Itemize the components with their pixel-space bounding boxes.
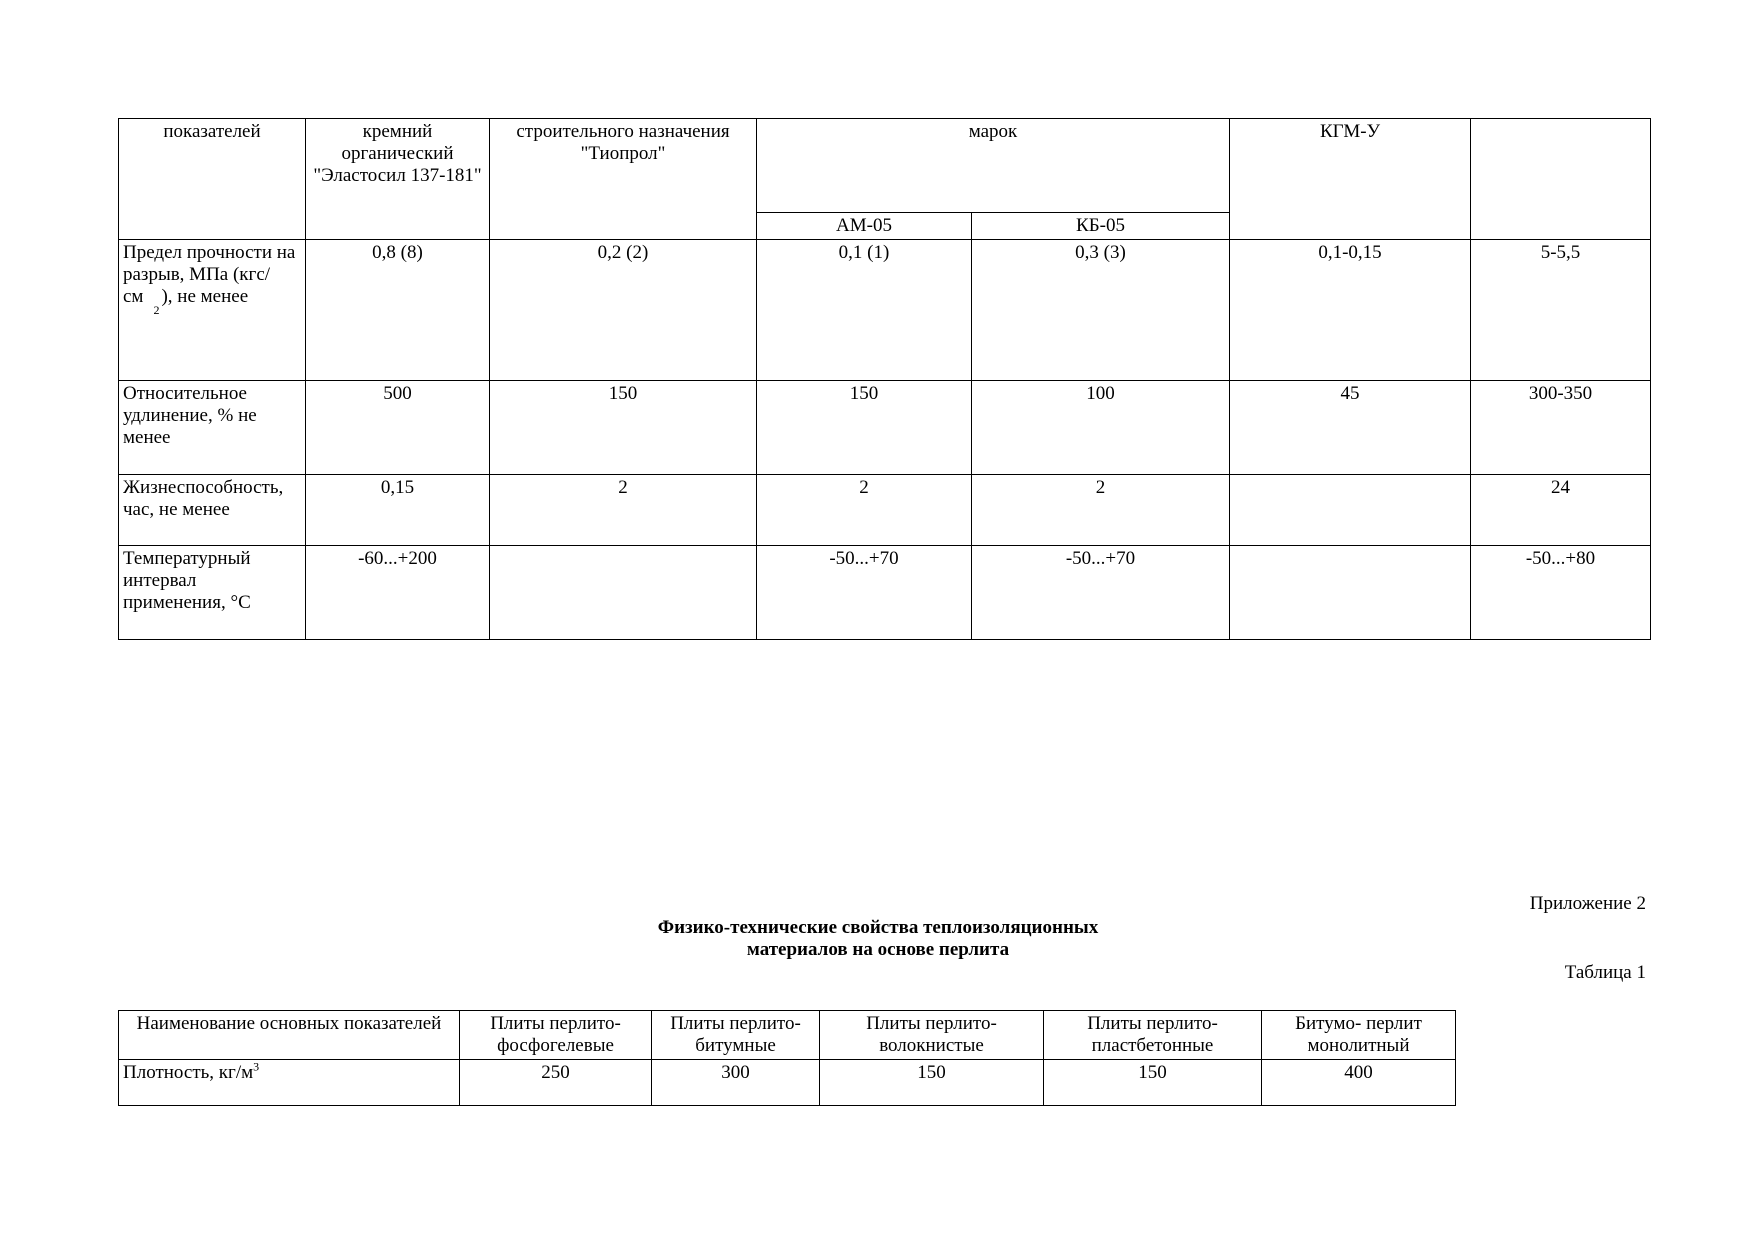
header-plastconcrete: Плиты перлито-пластбетонные — [1044, 1011, 1262, 1060]
table-cell: 2 — [757, 475, 972, 546]
table-cell: 0,8 (8) — [306, 240, 490, 381]
header-kb-05: КБ-05 — [972, 213, 1230, 240]
header-tioprol: строительного назначения "Тиопрол" — [490, 119, 757, 240]
table-cell: 150 — [1044, 1060, 1262, 1106]
table-row — [119, 475, 1651, 546]
properties-table-continued — [118, 118, 1651, 640]
row-label: Плотность, $кг/м^3$ — [119, 1060, 460, 1106]
table-cell: 150 — [820, 1060, 1044, 1106]
row-label: Жизнеспособность, час, не менее — [119, 475, 306, 546]
table-cell — [490, 546, 757, 640]
row-label: Температурный интервал применения, °С — [119, 546, 306, 640]
table-row — [119, 240, 1651, 381]
header-bitumen: Плиты перлито-битумные — [652, 1011, 820, 1060]
table-cell — [1230, 475, 1471, 546]
table-cell: 150 — [757, 381, 972, 475]
header-elastosil: кремний органический "Эластосил 137-181" — [306, 119, 490, 240]
table-cell: 500 — [306, 381, 490, 475]
subscript: 2 — [153, 303, 160, 317]
table-row — [119, 546, 1651, 640]
table-cell: 0,1 (1) — [757, 240, 972, 381]
table-cell: 0,1-0,15 — [1230, 240, 1471, 381]
table-cell: -50...+70 — [972, 546, 1230, 640]
header-indicators: Наименование основных показателей — [119, 1011, 460, 1060]
header-indicators: показателей — [119, 119, 306, 240]
table-cell: 0,15 — [306, 475, 490, 546]
table-cell — [1230, 546, 1471, 640]
header-brands: марок — [757, 119, 1230, 213]
table-cell: 24 — [1471, 475, 1651, 546]
table-cell: 100 — [972, 381, 1230, 475]
table-cell: 0,2 (2) — [490, 240, 757, 381]
appendix-label: Приложение 2 — [1529, 893, 1646, 914]
row-label: Относительное удлинение, % не менее — [119, 381, 306, 475]
perlite-properties-table — [118, 1010, 1456, 1106]
header-monolithic: Битумо- перлит монолитный — [1262, 1011, 1456, 1060]
header-last — [1471, 119, 1651, 240]
table-cell: 250 — [460, 1060, 652, 1106]
table-cell: 0,3 (3) — [972, 240, 1230, 381]
table-cell: 45 — [1230, 381, 1471, 475]
table-number: Таблица 1 — [1564, 962, 1646, 983]
table-row — [119, 1060, 1456, 1106]
header-kgm-u: КГМ-У — [1230, 119, 1471, 240]
table-cell: 300-350 — [1471, 381, 1651, 475]
table-cell: 300 — [652, 1060, 820, 1106]
section-heading — [478, 917, 1278, 961]
table-cell: 150 — [490, 381, 757, 475]
table-cell: 2 — [490, 475, 757, 546]
heading-line-1: Физико-технические свойства теплоизоляционных — [657, 917, 1099, 938]
table-cell: 400 — [1262, 1060, 1456, 1106]
table-cell: -50...+70 — [757, 546, 972, 640]
header-fibrous: Плиты перлито-волокнистые — [820, 1011, 1044, 1060]
superscript: 3 — [253, 1059, 260, 1074]
table-row — [119, 381, 1651, 475]
header-phosphogel: Плиты перлито-фосфогелевые — [460, 1011, 652, 1060]
row-label: Предел прочности на разрыв, МПа $(кгс/см_2)$, не менее — [119, 240, 306, 381]
header-am-05: АМ-05 — [757, 213, 972, 240]
table-cell: 5-5,5 — [1471, 240, 1651, 381]
table-cell: -50...+80 — [1471, 546, 1651, 640]
heading-line-2: материалов на основе перлита — [746, 939, 1010, 960]
table-cell: -60...+200 — [306, 546, 490, 640]
table-cell: 2 — [972, 475, 1230, 546]
